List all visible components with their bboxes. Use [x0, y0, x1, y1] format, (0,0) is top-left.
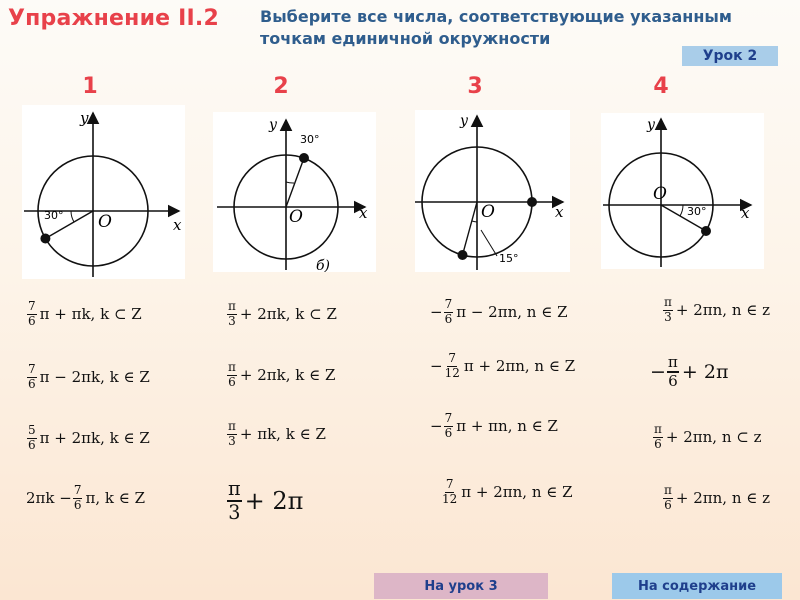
origin-label: O	[481, 202, 495, 222]
x-axis-label: x	[555, 203, 564, 221]
answer-option[interactable]: $\frac{\pi}{3}$ + 2πn, n ∈ z	[664, 295, 771, 324]
marked-point	[40, 234, 50, 244]
x-axis-label: x	[173, 216, 182, 234]
angle-label: 15°	[499, 252, 519, 265]
column-number-2: 2	[273, 74, 289, 99]
column-number-1: 1	[82, 74, 98, 99]
answer-option[interactable]: $\frac{\pi}{6}$ + 2πn, n ∈ z	[664, 483, 771, 512]
y-axis-label: y	[80, 109, 89, 127]
lesson-badge: Урок 2	[682, 46, 778, 66]
answer-option[interactable]: $\frac{\pi}{3}$ + πk, k ∈ Z	[228, 419, 326, 448]
origin-label: O	[98, 212, 112, 232]
answer-option[interactable]: − $\frac{7}{6}$ π + πn, n ∈ Z	[430, 411, 558, 440]
exercise-title: Упражнение II.2	[8, 6, 220, 31]
answer-option[interactable]: $\frac{\pi}{6}$ + 2πn, n ⊂ z	[654, 422, 762, 451]
unit-circle-diagram-3	[415, 110, 570, 272]
answer-option[interactable]: $\frac{7}{12}$ π + 2πn, n ∈ Z	[442, 477, 573, 506]
answer-option[interactable]: $\frac{\pi}{3}$ + 2π	[228, 477, 304, 525]
answer-option[interactable]: $\frac{\pi}{3}$ + 2πk, k ⊂ Z	[228, 299, 337, 328]
diagram-caption: б)	[316, 258, 331, 272]
angle-label: 30°	[687, 205, 707, 218]
unit-circle-diagram-1	[22, 105, 185, 279]
origin-label: O	[289, 207, 303, 227]
answer-option[interactable]: $\frac{7}{6}$ π − 2πk, k ∈ Z	[28, 362, 150, 391]
answer-option[interactable]: − $\frac{7}{6}$ π − 2πn, n ∈ Z	[430, 297, 568, 326]
column-number-3: 3	[467, 74, 483, 99]
answer-option[interactable]: $\frac{\pi}{6}$ + 2πk, k ∈ Z	[228, 360, 336, 389]
marked-point	[701, 226, 711, 236]
y-axis-label: y	[460, 113, 468, 129]
angle-label: 30°	[300, 133, 320, 146]
x-axis-label: x	[359, 204, 368, 222]
answer-option[interactable]: 2πk − $\frac{7}{6}$ π, k ∈ Z	[26, 483, 146, 512]
answer-option[interactable]: − $\frac{7}{12}$ π + 2πn, n ∈ Z	[430, 351, 576, 380]
contents-button[interactable]: На содержание	[612, 573, 782, 599]
next-lesson-button[interactable]: На урок 3	[374, 573, 548, 599]
answer-option[interactable]: $\frac{5}{6}$ π + 2πk, k ∈ Z	[28, 423, 150, 452]
x-axis-label: x	[741, 204, 750, 222]
marked-point-lower	[458, 250, 468, 260]
y-axis-label: y	[647, 117, 655, 133]
marked-point-right	[527, 197, 537, 207]
marked-point	[299, 153, 309, 163]
unit-circle-diagram-2	[213, 112, 376, 272]
y-axis-label: y	[269, 117, 277, 133]
answer-option[interactable]: $\frac{7}{6}$ π + πk, k ⊂ Z	[28, 299, 142, 328]
answer-option[interactable]: − $\frac{\pi}{6}$ + 2π	[650, 353, 729, 391]
task-text: Выберите все числа, соответствующие указанным точкам единичной окружности	[260, 7, 732, 48]
angle-label: 30°	[44, 209, 64, 222]
unit-circle-diagram-4	[601, 113, 764, 269]
origin-label: O	[653, 184, 667, 204]
column-number-4: 4	[653, 74, 669, 99]
